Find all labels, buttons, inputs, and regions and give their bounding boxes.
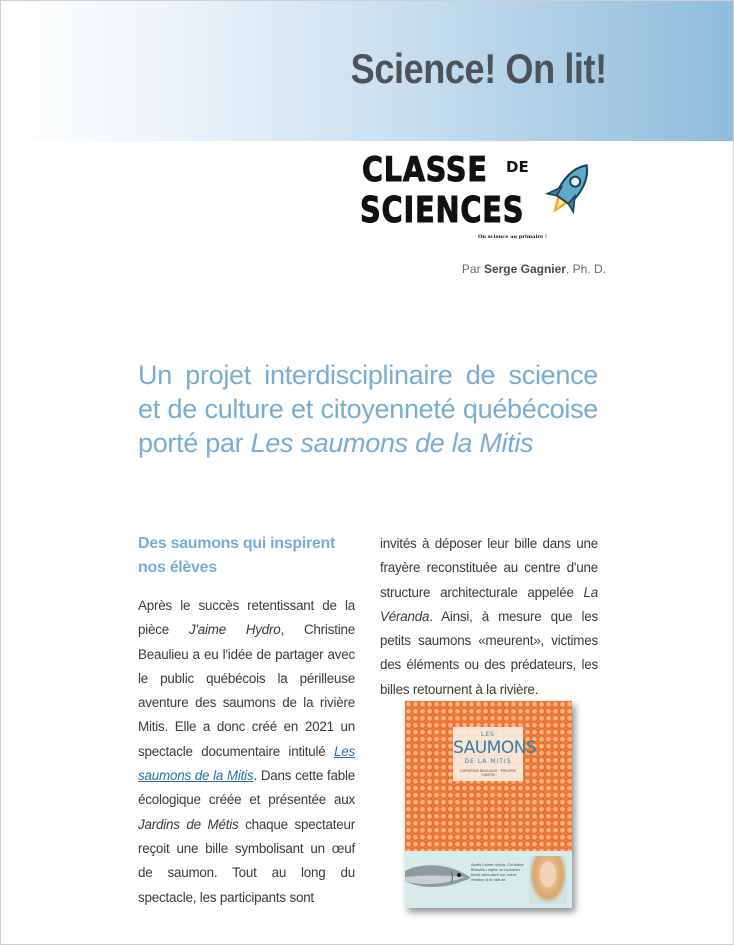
rocket-icon (542, 156, 598, 222)
byline-author: Serge Gagnier (483, 262, 566, 276)
cover-blurb: Après J'aime Hydro, Christine Beaulieu signe un nouveau texte percutant sur notre relation à la nature. (471, 863, 524, 882)
cover-title-box (453, 727, 537, 781)
p2-place: La Véranda (380, 584, 598, 624)
section-heading: Des saumons qui inspirent nos élèves (138, 535, 335, 576)
p1-text-b: , Christine Beaulieu a eu l'idée de partager avec le public québécois la périlleuse aventure des saumons de la rivière Mitis. Elle a donc créé en 2021 un spectacle documentaire intitulé (138, 622, 355, 759)
show-title-link[interactable]: Les saumons de la Mitis (138, 743, 355, 784)
cover-les: LES (481, 731, 495, 738)
byline-suffix: , Ph. D. (565, 262, 606, 276)
byline-prefix: Par (461, 262, 481, 276)
article-column-left (138, 532, 355, 910)
p1-text-a: Après le succès retentissant de la pièce (138, 598, 355, 638)
article-paragraph-2 (380, 532, 598, 702)
cover-authors: CHRISTINE BEAULIEU · PHILIPPE CANTIN (460, 769, 516, 777)
subtitle-text: Un projet interdisciplinaire de science et de culture et citoyenneté québécoise porté par (138, 360, 598, 458)
logo-tagline: On science au primaire ! (478, 234, 548, 240)
book-cover-image (405, 701, 572, 908)
cover-saumons: SAUMONS (453, 738, 537, 758)
classe-de-sciences-logo (358, 150, 598, 242)
article-column-right (380, 532, 598, 702)
p1-play-title: J'aime Hydro (188, 622, 281, 638)
header-band (1, 1, 733, 141)
article-paragraph-1 (138, 594, 355, 910)
byline (462, 262, 606, 276)
salmon-icon (405, 861, 471, 891)
logo-de: DE (506, 158, 529, 176)
logo-line1: CLASSE (362, 150, 488, 190)
article-subtitle (138, 358, 598, 460)
p1-text-c: . Dans cette fable écologique créée et présentée aux (138, 768, 355, 808)
subtitle-italic: Les saumons de la Mitis (250, 428, 534, 458)
page-title: Science! On lit! (350, 45, 607, 92)
cover-mitis: DE LA MITIS (464, 758, 512, 765)
p1-place: Jardins de Métis (138, 816, 239, 832)
p1-text-d: chaque spectateur reçoit une bille symbolisant un œuf de saumon. Tout au long du spectacle, les participants sont (138, 816, 356, 905)
p2-text-a: invités à déposer leur bille dans une frayère reconstituée au centre d'une structure architecturale appelée (380, 536, 598, 600)
p2-text-b: . Ainsi, à mesure que les petits saumons «meurent», victimes des éléments ou des prédateurs, les billes retournent à la rivière. (380, 608, 598, 697)
author-portrait (529, 856, 567, 904)
logo-line2: SCIENCES (360, 190, 525, 231)
